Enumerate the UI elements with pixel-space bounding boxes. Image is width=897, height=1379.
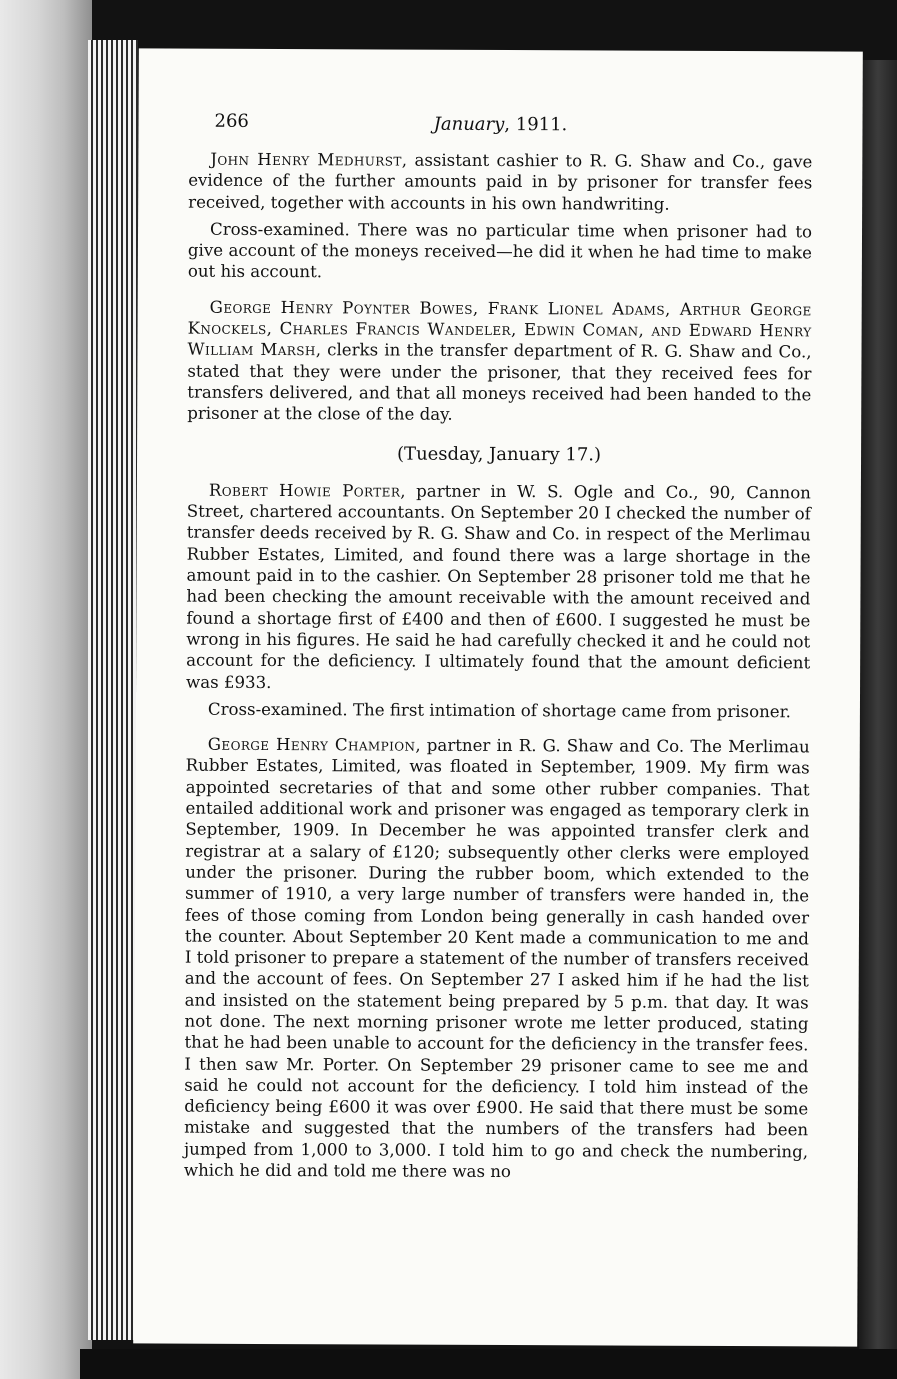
page-number: 266 [214,110,249,132]
paragraph-champion [184,734,810,1184]
witness-name: John Henry Medhurst [210,149,402,170]
header-title [188,110,812,137]
page-text-block [184,107,813,1190]
paragraph-text: Cross-examined. There was no particular time when prisoner had to give account of the moneys received—he did it when he had time to make out his account. [187,219,813,282]
paragraph-medhurst [188,149,812,216]
book-right-edge [859,60,897,1360]
witness-name: George Henry Champion [207,734,416,755]
witness-name: Robert Howie Porter [208,480,401,501]
page-sheet [133,48,863,1346]
paragraph-cross-examined-2 [186,698,810,722]
paragraph-clerks [187,296,812,427]
date-heading: (Tuesday, January 17.) [397,443,602,466]
paragraph-text: , partner in R. G. Shaw and Co. The Merlimau Rubber Estates, Limited, was floated in September, 1909. My firm was appointed secretaries of that and some other rubber companies. That entailed additional work and prisoner was engaged as temporary clerk in September, 1909. In December he was appointed transfer clerk and registrar at a salary of £120; subsequently other clerks were employed under the prisoner. During the rubber boom, which extended to the summer of 1910, a very large number of transfers were handed in, the fees of those coming from London being generally in cash handed over the counter. About September 20 Kent made a communication to me and I told prisoner to prepare a statement of the number of transfers received and the account of fees. On September 27 I asked him if he had the list and insisted on the statement being prepared by 5 p.m. that day. It was not done. The next morning prisoner wrote me letter produced, stating that he had been unable to account for the deficiency in the transfer fees. I then saw Mr. Porter. On September 29 prisoner came to see me and said he could not account for the deficiency. I told him instead of the deficiency being £600 it was over £900. He said that there must be some mistake and suggested that the numbers of the transfers had been jumped from 1,000 to 3,000. I told him to go and check the numbering, which he did and told me there was no [183,735,810,1182]
paragraph-text: , clerks in the transfer department of R. G. Shaw and Co., stated that they were under the prisoner, that they received fees for transfers delivered, and that all moneys received had been handed to the prisoner at the close of the day. [187,340,812,425]
header-year: , 1911. [504,114,568,136]
paragraph-text: , partner in W. S. Ogle and Co., 90, Cannon Street, chartered accountants. On September 20 I checked the number of transfer deeds received by R. G. Shaw and Co. in respect of the Merlimau Rubber Estates, Limited, and found there was a large shortage in the amount paid in to the cashier. On September 28 prisoner told me that he had been checking the amount receivable with the amount received and found a shortage first of £400 and then of £600. I suggested he must be wrong in his figures. He said he had carefully checked it and he could not account for the deficiency. I ultimately found that the amount deficient was £933. [186,481,811,692]
running-head [188,107,812,138]
book-page-edges [88,40,138,1340]
paragraph-cross-examined-1 [188,219,812,286]
paragraph-text: Cross-examined. The first intimation of shortage came from prisoner. [207,699,792,722]
header-month: January [433,113,505,136]
witness-names: George Henry Poynter Bowes, Frank Lionel Adams, Arthur George Knockels, Charles Francis Wandeler, Edwin Coman, and Edward Henry William Marsh [187,297,812,360]
paragraph-porter [186,480,811,696]
scanner-left-margin [0,0,92,1379]
paragraph-text: , assistant cashier to R. G. Shaw and Co., gave evidence of the further amounts paid in by prisoner for transfer fees received, together with accounts in his own handwriting. [188,150,813,214]
book-bottom-edge [80,1349,897,1379]
